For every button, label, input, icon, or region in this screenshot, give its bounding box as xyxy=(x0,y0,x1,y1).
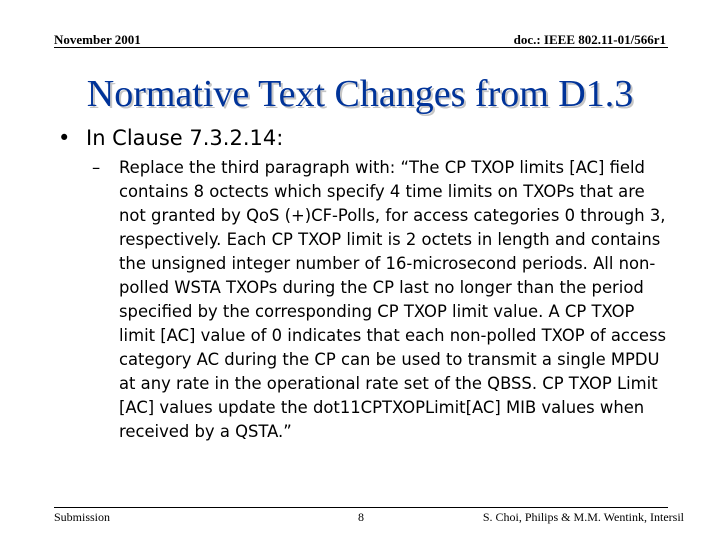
slide-title-container xyxy=(0,72,720,116)
bullet-dot-icon: • xyxy=(58,126,71,150)
sub-bullet-item xyxy=(92,156,672,444)
page-number: 8 xyxy=(358,510,364,524)
slide-title: Normative Text Changes from D1.3 xyxy=(86,73,634,115)
bullet-item xyxy=(58,125,283,151)
header-date: November 2001 xyxy=(54,32,141,47)
footer-authors: S. Choi, Philips & M.M. Wentink, Intersil xyxy=(482,510,684,524)
footer-divider xyxy=(54,507,668,508)
bullet-text: In Clause 7.3.2.14: xyxy=(86,126,284,150)
footer-submission: Submission xyxy=(54,510,111,524)
sub-bullet-text: Replace the third paragraph with: “The CP TXOP limits [AC] field contains 8 octects which specify 4 time limits on TXOPs that are not granted by QoS (+)CF-Polls, for access categories 0 through 3, respectively. Each CP TXOP limit is 2 octets in length and contains the unsigned integer number of 16-microsecond periods. All non-polled WSTA TXOPs during the CP last no longer than the period specified by the corresponding CP TXOP limit value. A CP TXOP limit [AC] value of 0 indicates that each non-polled TXOP of access category AC during the CP can be used to transmit a single MPDU at any rate in the operational rate set of the QBSS. CP TXOP Limit [AC] values update the dot11CPTXOPLimit[AC] MIB values when received by a QSTA.” xyxy=(119,158,667,441)
header-divider xyxy=(54,47,668,48)
dash-icon: – xyxy=(92,158,101,177)
header-doc-id: doc.: IEEE 802.11-01/566r1 xyxy=(513,32,666,47)
